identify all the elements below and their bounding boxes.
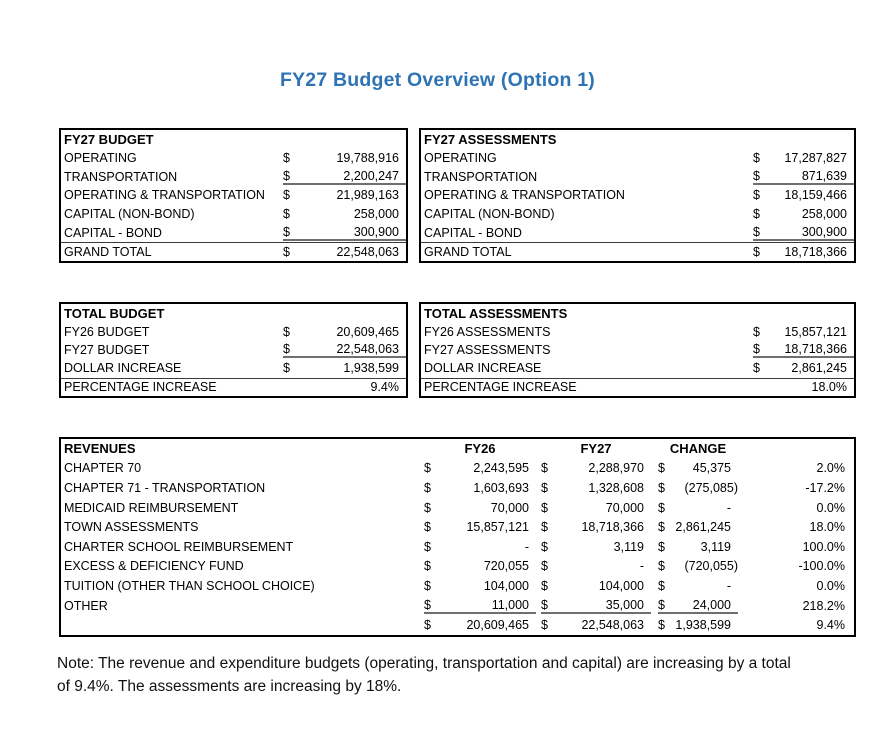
row-label: OPERATING & TRANSPORTATION bbox=[64, 188, 265, 203]
row-label: TRANSPORTATION bbox=[424, 169, 538, 184]
currency-symbol: $ bbox=[424, 618, 431, 633]
currency-symbol: $ bbox=[424, 520, 431, 535]
currency-symbol: $ bbox=[658, 618, 665, 633]
money-cell bbox=[753, 342, 854, 358]
amount-value: 18,718,366 bbox=[581, 520, 644, 535]
money-cell bbox=[283, 342, 406, 358]
table-row bbox=[61, 359, 406, 377]
currency-symbol: $ bbox=[541, 461, 548, 476]
money-cell bbox=[753, 380, 854, 394]
row-label: OPERATING & TRANSPORTATION bbox=[424, 188, 625, 203]
amount-value: 2,861,245 bbox=[675, 520, 731, 535]
row-label: EXCESS & DEFICIENCY FUND bbox=[64, 559, 244, 574]
money-cell bbox=[424, 481, 536, 495]
currency-symbol: $ bbox=[424, 461, 431, 476]
table-row bbox=[421, 223, 854, 242]
money-cell bbox=[541, 501, 651, 515]
amount-value: 1,938,599 bbox=[343, 361, 399, 376]
amount-value: 18,159,466 bbox=[784, 188, 847, 203]
currency-symbol: $ bbox=[283, 188, 290, 203]
percent-value: 0.0% bbox=[816, 500, 845, 515]
total-budget-table bbox=[59, 302, 408, 398]
money-cell bbox=[541, 618, 651, 632]
currency-symbol: $ bbox=[753, 207, 760, 222]
amount-value: 720,055 bbox=[483, 559, 529, 574]
percent-value: 0.0% bbox=[816, 578, 845, 593]
currency-symbol: $ bbox=[424, 597, 431, 612]
currency-symbol: $ bbox=[283, 341, 290, 356]
amount-value: - bbox=[726, 500, 731, 515]
currency-symbol: $ bbox=[658, 559, 665, 574]
amount-value: - bbox=[524, 539, 529, 554]
row-label: CHAPTER 70 bbox=[64, 461, 142, 476]
money-cell bbox=[283, 151, 406, 165]
amount-value: 2,861,245 bbox=[791, 361, 847, 376]
money-cell bbox=[658, 579, 738, 593]
fy27-assessments-table bbox=[419, 128, 856, 263]
percent-value: -17.2% bbox=[805, 480, 845, 495]
currency-symbol: $ bbox=[658, 597, 665, 612]
table-title: REVENUES bbox=[64, 441, 136, 457]
amount-value: 18,718,366 bbox=[784, 341, 847, 356]
percent-value: 2.0% bbox=[816, 461, 845, 476]
currency-symbol: $ bbox=[283, 244, 290, 259]
money-cell bbox=[753, 188, 854, 202]
money-cell bbox=[283, 245, 406, 259]
row-label: GRAND TOTAL bbox=[64, 244, 152, 259]
currency-symbol: $ bbox=[541, 520, 548, 535]
amount-value: 35,000 bbox=[605, 597, 644, 612]
row-label: CAPITAL (NON-BOND) bbox=[424, 207, 555, 222]
currency-symbol: $ bbox=[541, 597, 548, 612]
currency-symbol: $ bbox=[424, 559, 431, 574]
amount-value: 20,609,465 bbox=[336, 324, 399, 339]
table-row bbox=[61, 576, 854, 596]
amount-value: 104,000 bbox=[483, 578, 529, 593]
currency-symbol: $ bbox=[658, 461, 665, 476]
percent-value: 18.0% bbox=[809, 520, 845, 535]
column-header: FY27 bbox=[580, 441, 612, 457]
money-cell bbox=[541, 540, 651, 554]
amount-value: 300,900 bbox=[353, 224, 399, 239]
currency-symbol: $ bbox=[283, 151, 290, 166]
percent-value: 100.0% bbox=[802, 539, 845, 554]
money-cell bbox=[541, 579, 651, 593]
currency-symbol: $ bbox=[283, 207, 290, 222]
row-label: TUITION (OTHER THAN SCHOOL CHOICE) bbox=[64, 578, 315, 593]
money-cell bbox=[424, 559, 536, 573]
table-row bbox=[421, 378, 854, 396]
money-cell bbox=[658, 461, 738, 475]
row-label: CAPITAL (NON-BOND) bbox=[64, 207, 195, 222]
currency-symbol: $ bbox=[658, 520, 665, 535]
table-row bbox=[61, 596, 854, 616]
row-label: CHAPTER 71 - TRANSPORTATION bbox=[64, 480, 266, 495]
row-label: CHARTER SCHOOL REIMBURSEMENT bbox=[64, 539, 294, 554]
row-label: CAPITAL - BOND bbox=[64, 225, 162, 240]
money-cell bbox=[541, 520, 651, 534]
amount-value: 2,288,970 bbox=[588, 461, 644, 476]
column-header: FY26 bbox=[464, 441, 496, 457]
table-row bbox=[421, 242, 854, 261]
amount-value: 2,200,247 bbox=[343, 168, 399, 183]
table-row bbox=[421, 167, 854, 186]
currency-symbol: $ bbox=[753, 224, 760, 239]
money-cell bbox=[541, 481, 651, 495]
money-cell bbox=[658, 618, 738, 632]
money-cell bbox=[424, 598, 536, 614]
amount-value: 45,375 bbox=[692, 461, 731, 476]
amount-value: 3,119 bbox=[700, 539, 731, 554]
money-cell bbox=[658, 598, 738, 614]
money-cell bbox=[753, 207, 854, 221]
row-label: GRAND TOTAL bbox=[424, 244, 512, 259]
amount-value: 1,328,608 bbox=[588, 480, 644, 495]
amount-value: 2,243,595 bbox=[473, 461, 529, 476]
amount-value: 9.4% bbox=[370, 380, 399, 395]
money-cell bbox=[658, 520, 738, 534]
table-row bbox=[61, 341, 406, 359]
percent-value: -100.0% bbox=[798, 559, 845, 574]
money-cell bbox=[658, 559, 738, 573]
currency-symbol: $ bbox=[753, 341, 760, 356]
amount-value: 20,609,465 bbox=[466, 618, 529, 633]
money-cell bbox=[424, 618, 536, 632]
currency-symbol: $ bbox=[424, 539, 431, 554]
footnote-line: of 9.4%. The assessments are increasing by 18%. bbox=[57, 678, 402, 695]
table-header-row bbox=[421, 304, 854, 322]
table-row bbox=[421, 359, 854, 377]
currency-symbol: $ bbox=[424, 578, 431, 593]
row-label: OPERATING bbox=[424, 151, 497, 166]
amount-value: 258,000 bbox=[353, 207, 399, 222]
money-cell bbox=[283, 325, 406, 339]
table-title: TOTAL ASSESSMENTS bbox=[424, 305, 568, 321]
table-row bbox=[61, 557, 854, 577]
currency-symbol: $ bbox=[753, 168, 760, 183]
currency-symbol: $ bbox=[753, 244, 760, 259]
table-header-row bbox=[61, 304, 406, 322]
amount-value: 11,000 bbox=[491, 597, 529, 612]
table-row bbox=[61, 186, 406, 205]
money-cell bbox=[541, 559, 651, 573]
table-row bbox=[61, 205, 406, 224]
currency-symbol: $ bbox=[658, 578, 665, 593]
money-cell bbox=[424, 579, 536, 593]
table-row bbox=[61, 242, 406, 261]
currency-symbol: $ bbox=[424, 500, 431, 515]
row-label: TRANSPORTATION bbox=[64, 169, 178, 184]
amount-value: 70,000 bbox=[490, 500, 529, 515]
money-cell bbox=[541, 461, 651, 475]
row-label: FY27 ASSESSMENTS bbox=[424, 342, 551, 357]
amount-value: 19,788,916 bbox=[336, 151, 399, 166]
table-row bbox=[61, 517, 854, 537]
table-row bbox=[421, 205, 854, 224]
percent-value: 9.4% bbox=[816, 618, 845, 633]
revenues-table bbox=[59, 437, 856, 637]
money-cell bbox=[424, 520, 536, 534]
row-label: TOWN ASSESSMENTS bbox=[64, 520, 199, 535]
currency-symbol: $ bbox=[541, 500, 548, 515]
currency-symbol: $ bbox=[283, 361, 290, 376]
table-row bbox=[421, 149, 854, 168]
table-row bbox=[61, 167, 406, 186]
currency-symbol: $ bbox=[283, 168, 290, 183]
row-label: DOLLAR INCREASE bbox=[424, 361, 542, 376]
money-cell bbox=[424, 461, 536, 475]
amount-value: 17,287,827 bbox=[784, 151, 847, 166]
money-cell bbox=[283, 380, 406, 394]
amount-value: 258,000 bbox=[801, 207, 847, 222]
amount-value: (275,085) bbox=[684, 480, 738, 495]
money-cell bbox=[753, 245, 854, 259]
table-header-row bbox=[421, 130, 854, 149]
currency-symbol: $ bbox=[753, 361, 760, 376]
amount-value: 24,000 bbox=[692, 597, 731, 612]
amount-value: 3,119 bbox=[613, 539, 644, 554]
currency-symbol: $ bbox=[424, 480, 431, 495]
table-row bbox=[61, 149, 406, 168]
amount-value: 104,000 bbox=[598, 578, 644, 593]
amount-value: 18.0% bbox=[811, 380, 847, 395]
table-row bbox=[421, 322, 854, 340]
table-header-row bbox=[61, 439, 854, 459]
table-row bbox=[61, 223, 406, 242]
money-cell bbox=[753, 151, 854, 165]
currency-symbol: $ bbox=[753, 188, 760, 203]
table-total-row bbox=[61, 615, 854, 635]
money-cell bbox=[541, 598, 651, 614]
table-row bbox=[421, 186, 854, 205]
currency-symbol: $ bbox=[658, 539, 665, 554]
row-label: OPERATING bbox=[64, 151, 137, 166]
money-cell bbox=[283, 188, 406, 202]
row-label: MEDICAID REIMBURSEMENT bbox=[64, 500, 239, 515]
table-title: TOTAL BUDGET bbox=[64, 305, 165, 321]
page-title: FY27 Budget Overview (Option 1) bbox=[279, 69, 595, 91]
table-row bbox=[61, 478, 854, 498]
table-row bbox=[61, 378, 406, 396]
money-cell bbox=[283, 361, 406, 375]
row-label: CAPITAL - BOND bbox=[424, 225, 522, 240]
table-title: FY27 BUDGET bbox=[64, 131, 154, 147]
table-row bbox=[61, 322, 406, 340]
row-label: FY27 BUDGET bbox=[64, 342, 150, 357]
row-label: FY26 ASSESSMENTS bbox=[424, 324, 551, 339]
currency-symbol: $ bbox=[283, 324, 290, 339]
currency-symbol: $ bbox=[658, 500, 665, 515]
total-assessments-table bbox=[419, 302, 856, 398]
amount-value: 15,857,121 bbox=[466, 520, 529, 535]
footnote-line: Note: The revenue and expenditure budgets (operating, transportation and capital) are increasing by a total bbox=[57, 655, 791, 672]
table-row bbox=[61, 459, 854, 479]
money-cell bbox=[658, 481, 738, 495]
money-cell bbox=[753, 225, 854, 241]
money-cell bbox=[283, 207, 406, 221]
money-cell bbox=[753, 169, 854, 185]
amount-value: 18,718,366 bbox=[784, 244, 847, 259]
currency-symbol: $ bbox=[658, 480, 665, 495]
amount-value: 21,989,163 bbox=[336, 188, 399, 203]
table-row bbox=[421, 341, 854, 359]
table-header-row bbox=[61, 130, 406, 149]
column-header: CHANGE bbox=[669, 441, 727, 457]
money-cell bbox=[753, 325, 854, 339]
amount-value: - bbox=[639, 559, 644, 574]
table-title: FY27 ASSESSMENTS bbox=[424, 131, 557, 147]
currency-symbol: $ bbox=[753, 151, 760, 166]
currency-symbol: $ bbox=[283, 224, 290, 239]
amount-value: 22,548,063 bbox=[336, 341, 399, 356]
table-row bbox=[61, 498, 854, 518]
row-label: PERCENTAGE INCREASE bbox=[64, 380, 217, 395]
currency-symbol: $ bbox=[541, 480, 548, 495]
money-cell bbox=[658, 540, 738, 554]
amount-value: - bbox=[726, 578, 731, 593]
currency-symbol: $ bbox=[541, 578, 548, 593]
amount-value: 70,000 bbox=[605, 500, 644, 515]
table-row bbox=[61, 537, 854, 557]
row-label: FY26 BUDGET bbox=[64, 324, 150, 339]
money-cell bbox=[658, 501, 738, 515]
currency-symbol: $ bbox=[541, 618, 548, 633]
money-cell bbox=[283, 225, 406, 241]
row-label: OTHER bbox=[64, 598, 108, 613]
amount-value: 22,548,063 bbox=[336, 244, 399, 259]
money-cell bbox=[424, 540, 536, 554]
fy27-budget-table bbox=[59, 128, 408, 263]
currency-symbol: $ bbox=[541, 559, 548, 574]
amount-value: 22,548,063 bbox=[581, 618, 644, 633]
percent-value: 218.2% bbox=[802, 598, 845, 613]
amount-value: 871,639 bbox=[801, 168, 847, 183]
row-label: PERCENTAGE INCREASE bbox=[424, 380, 577, 395]
currency-symbol: $ bbox=[541, 539, 548, 554]
row-label: DOLLAR INCREASE bbox=[64, 361, 182, 376]
money-cell bbox=[753, 361, 854, 375]
amount-value: 15,857,121 bbox=[784, 324, 847, 339]
amount-value: 300,900 bbox=[801, 224, 847, 239]
money-cell bbox=[283, 169, 406, 185]
money-cell bbox=[424, 501, 536, 515]
amount-value: 1,938,599 bbox=[675, 618, 731, 633]
footnote bbox=[57, 652, 857, 698]
amount-value: 1,603,693 bbox=[473, 480, 529, 495]
currency-symbol: $ bbox=[753, 324, 760, 339]
amount-value: (720,055) bbox=[684, 559, 738, 574]
